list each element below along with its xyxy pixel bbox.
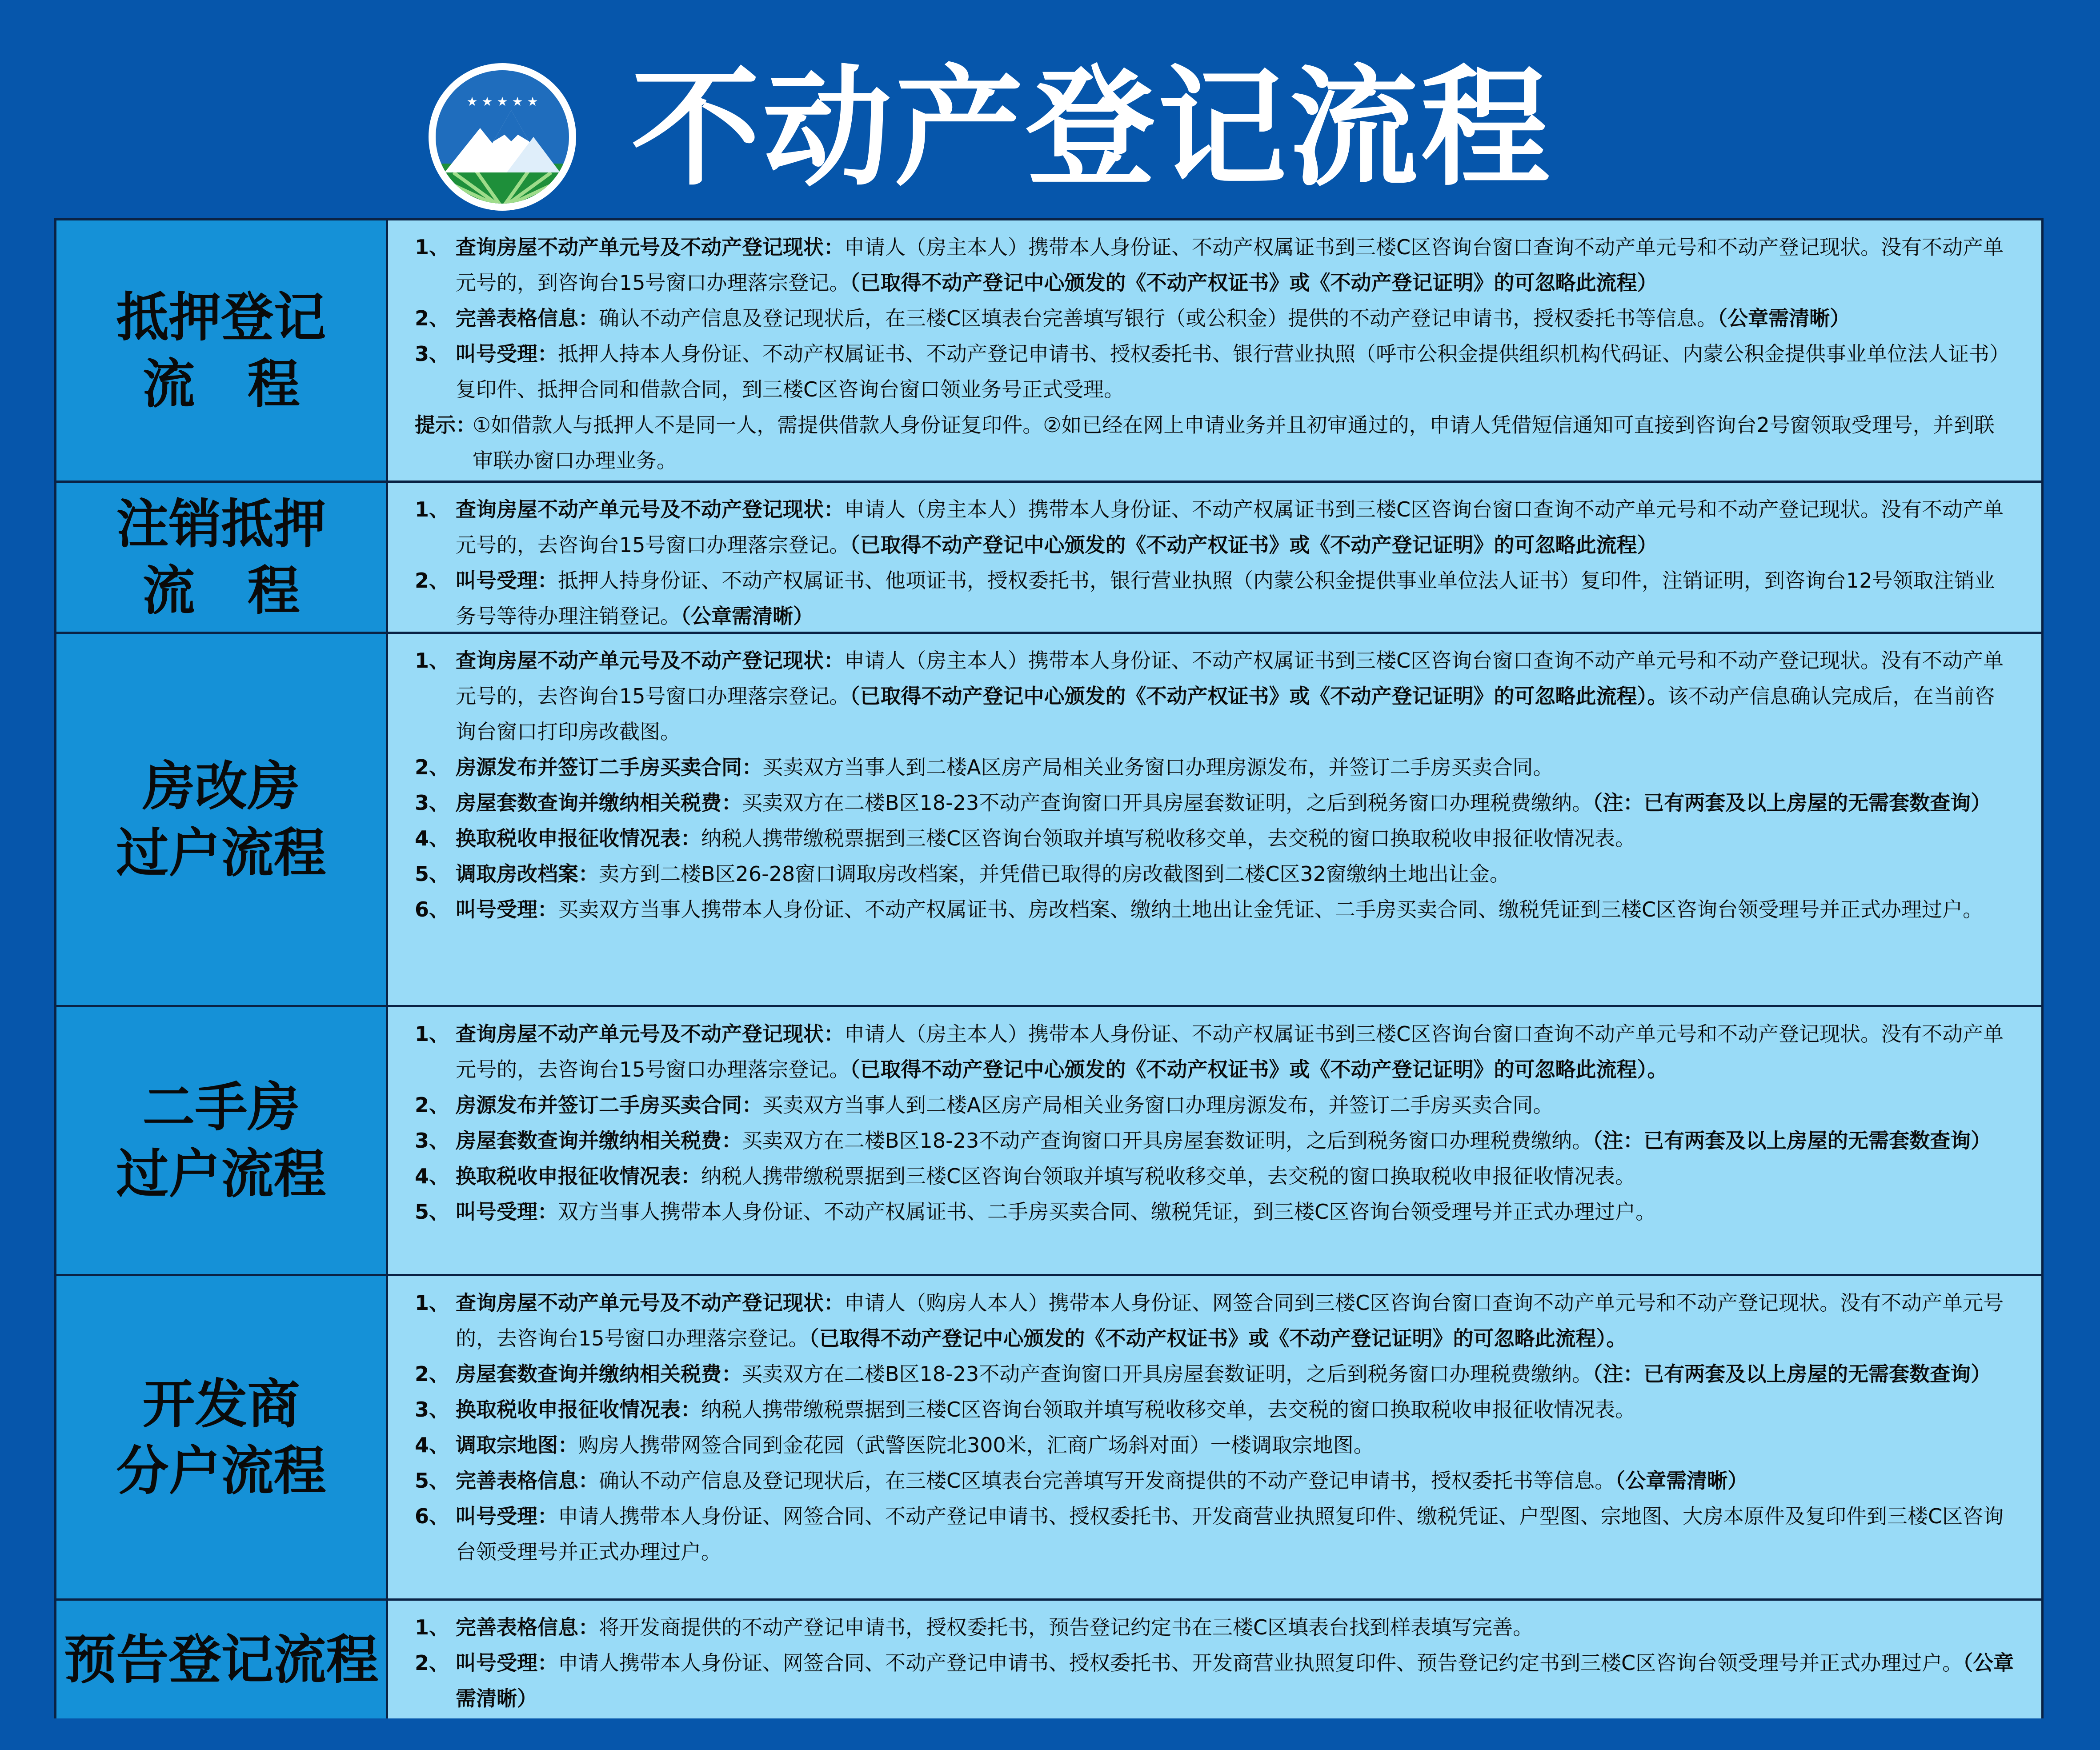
- tip-text: ①如借款人与抵押人不是同一人，需提供借款人身份证复印件。②如已经在网上申请业务并且初审通过的，申请人凭借短信通知可直接到咨询台2号窗领取受理号，并到联审联办窗口办理业务。: [473, 413, 1995, 473]
- step-text: 申请人携带本人身份证、网签合同、不动产登记申请书、授权委托书、开发商营业执照复印件、缴税凭证、户型图、宗地图、大房本原件及复印件到三楼C区咨询台领受理号并正式办理过户。: [456, 1504, 2004, 1564]
- section-title: [56, 1601, 388, 1718]
- step-item: [415, 892, 2015, 927]
- step-item: [415, 1087, 2015, 1123]
- step-number: 6、: [415, 897, 450, 921]
- page-title: 不动产登记流程: [631, 54, 1552, 204]
- step-item: [415, 563, 2015, 632]
- step-number: 5、: [415, 1469, 450, 1493]
- section-housing-reform: [56, 634, 2041, 1005]
- step-note: （公章需清晰）: [1615, 1469, 1748, 1493]
- step-note: （已取得不动产登记中心颁发的《不动产权证书》或《不动产登记证明》的可忽略此流程）。: [850, 1057, 1668, 1081]
- step-text: 纳税人携带缴税票据到三楼C区咨询台领取并填写税收移交单，去交税的窗口换取税收申报征收情况表。: [701, 826, 1636, 850]
- step-text: 确认不动产信息及登记现状后，在三楼C区填表台完善填写银行（或公积金）提供的不动产登记申请书，授权委托书等信息。: [599, 306, 1718, 330]
- step-number: 1、: [415, 1615, 450, 1639]
- step-item: [415, 300, 2015, 336]
- step-note: （公章需清晰）: [1717, 306, 1851, 330]
- section-body: [388, 1601, 2041, 1718]
- section-title-line: 流 程: [142, 560, 300, 621]
- step-heading: 查询房屋不动产单元号及不动产登记现状：: [456, 1022, 844, 1046]
- step-heading: 房屋套数查询并缴纳相关税费：: [456, 1129, 742, 1153]
- step-text: 申请人（房主本人）携带本人身份证、不动产权属证书到三楼C区咨询台窗口查询不动产单元号和不动产登记现状。没有不动产单元号的，去咨询台15号窗口办理落宗登记。: [456, 649, 2004, 708]
- step-text: 买卖双方在二楼B区18-23不动产查询窗口开具房屋套数证明，之后到税务窗口办理税费缴纳。: [742, 1362, 1593, 1386]
- section-second-hand: [56, 1007, 2041, 1274]
- step-text: 申请人携带本人身份证、网签合同、不动产登记申请书、授权委托书、开发商营业执照复印件、预告登记约定书到三楼C区咨询台领受理号并正式办理过户。: [558, 1651, 1963, 1675]
- step-note: （已取得不动产登记中心颁发的《不动产权证书》或《不动产登记证明》的可忽略此流程）: [850, 533, 1658, 557]
- step-number: 5、: [415, 1200, 450, 1224]
- section-mortgage: [56, 220, 2041, 481]
- step-number: 3、: [415, 1129, 450, 1153]
- step-note: （公章需清晰）: [681, 604, 814, 628]
- step-item: [415, 821, 2015, 856]
- section-title-line: 开发商: [142, 1373, 300, 1435]
- step-number: 1、: [415, 1291, 450, 1315]
- step-text: 卖方到二楼B区26-28窗口调取房改档案，并凭借已取得的房改截图到二楼C区32窗缴纳土地出让金。: [599, 862, 1510, 886]
- step-item: [415, 1610, 2015, 1645]
- step-heading: 房屋套数查询并缴纳相关税费：: [456, 791, 742, 815]
- step-heading: 调取房改档案：: [456, 862, 599, 886]
- step-heading: 完善表格信息：: [456, 1469, 599, 1493]
- step-number: 2、: [415, 569, 450, 593]
- step-text-tail: 该不动产信息确认完成后，在当前咨询台窗口打印房改截图。: [456, 684, 1995, 744]
- section-mortgage-cancel: [56, 483, 2041, 632]
- step-item: [415, 785, 2015, 821]
- step-number: 1、: [415, 497, 450, 521]
- step-heading: 查询房屋不动产单元号及不动产登记现状：: [456, 649, 844, 673]
- step-item: [415, 1123, 2015, 1158]
- step-heading: 叫号受理：: [456, 1200, 558, 1224]
- section-developer: [56, 1276, 2041, 1598]
- step-heading: 叫号受理：: [456, 569, 558, 593]
- section-title: [56, 1276, 388, 1598]
- step-item: [415, 749, 2015, 785]
- section-body: [388, 1007, 2041, 1274]
- section-body: [388, 634, 2041, 1005]
- step-item: [415, 1427, 2015, 1463]
- step-number: 6、: [415, 1504, 450, 1528]
- step-heading: 调取宗地图：: [456, 1433, 578, 1457]
- section-body: [388, 483, 2041, 632]
- step-text: 确认不动产信息及登记现状后，在三楼C区填表台完善填写开发商提供的不动产登记申请书，授权委托书等信息。: [599, 1469, 1615, 1493]
- step-heading: 叫号受理：: [456, 897, 558, 921]
- step-text: 买卖双方当事人到二楼A区房产局相关业务窗口办理房源发布，并签订二手房买卖合同。: [762, 755, 1554, 779]
- step-heading: 换取税收申报征收情况表：: [456, 1398, 701, 1422]
- section-body: [388, 1276, 2041, 1598]
- step-note: （注：已有两套及以上房屋的无需套数查询）: [1592, 1129, 1992, 1153]
- step-heading: 换取税收申报征收情况表：: [456, 1164, 701, 1188]
- step-text: 购房人携带网签合同到金花园（武警医院北300米，汇商广场斜对面）一楼调取宗地图。: [578, 1433, 1374, 1457]
- step-heading: 查询房屋不动产单元号及不动产登记现状：: [456, 235, 844, 259]
- step-number: 3、: [415, 342, 450, 366]
- step-text: 申请人（房主本人）携带本人身份证、不动产权属证书到三楼C区咨询台窗口查询不动产单元号和不动产登记现状。没有不动产单元号的，到咨询台15号窗口办理落宗登记。: [456, 235, 2004, 295]
- section-body: [388, 220, 2041, 481]
- step-number: 4、: [415, 826, 450, 850]
- section-title-line: 二手房: [142, 1077, 300, 1138]
- section-title-line: 流 程: [142, 353, 300, 415]
- tip-item: [415, 407, 2015, 478]
- step-number: 1、: [415, 1022, 450, 1046]
- step-item: [415, 492, 2015, 563]
- step-heading: 完善表格信息：: [456, 1615, 599, 1639]
- step-item: [415, 336, 2015, 407]
- step-item: [415, 1158, 2015, 1194]
- step-heading: 房屋套数查询并缴纳相关税费：: [456, 1362, 742, 1386]
- header: [0, 0, 2100, 213]
- step-number: 1、: [415, 649, 450, 673]
- step-text: 纳税人携带缴税票据到三楼C区咨询台领取并填写税收移交单，去交税的窗口换取税收申报征收情况表。: [701, 1164, 1636, 1188]
- section-title: [56, 634, 388, 1005]
- step-heading: 完善表格信息：: [456, 306, 599, 330]
- section-title-line: 注销抵押: [116, 493, 326, 555]
- section-advance-notice: [56, 1601, 2041, 1718]
- step-number: 3、: [415, 1398, 450, 1422]
- step-text: 纳税人携带缴税票据到三楼C区咨询台领取并填写税收移交单，去交税的窗口换取税收申报征收情况表。: [701, 1398, 1636, 1422]
- step-item: [415, 1356, 2015, 1392]
- step-text: 申请人（购房人本人）携带本人身份证、网签合同到三楼C区咨询台窗口查询不动产单元号和不动产登记现状。没有不动产单元号的，去咨询台15号窗口办理落宗登记。: [456, 1291, 2004, 1350]
- step-number: 2、: [415, 755, 450, 779]
- step-text: 申请人（房主本人）携带本人身份证、不动产权属证书到三楼C区咨询台窗口查询不动产单元号和不动产登记现状。没有不动产单元号的，去咨询台15号窗口办理落宗登记。: [456, 497, 2004, 557]
- step-number: 2、: [415, 1651, 450, 1675]
- step-item: [415, 643, 2015, 749]
- step-item: [415, 1645, 2015, 1716]
- step-text: 抵押人持本人身份证、不动产权属证书、不动产登记申请书、授权委托书、银行营业执照（呼市公积金提供组织机构代码证、内蒙公积金提供事业单位法人证书）复印件、抵押合同和借款合同，到三楼C区咨询台窗口领业务号正式受理。: [456, 342, 2010, 401]
- step-number: 5、: [415, 862, 450, 886]
- step-heading: 换取税收申报征收情况表：: [456, 826, 701, 850]
- step-text: 买卖双方当事人到二楼A区房产局相关业务窗口办理房源发布，并签订二手房买卖合同。: [762, 1093, 1554, 1117]
- svg-text:★ ★ ★ ★ ★: ★ ★ ★ ★ ★: [466, 94, 538, 109]
- step-note: （已取得不动产登记中心颁发的《不动产权证书》或《不动产登记证明》的可忽略此流程）。: [809, 1326, 1627, 1350]
- step-number: 4、: [415, 1164, 450, 1188]
- step-item: [415, 856, 2015, 892]
- section-title: [56, 483, 388, 632]
- step-item: [415, 1392, 2015, 1427]
- step-number: 1、: [415, 235, 450, 259]
- section-title-line: 过户流程: [116, 1143, 326, 1205]
- section-title-line: 分户流程: [116, 1440, 326, 1502]
- step-text: 抵押人持身份证、不动产权属证书、他项证书，授权委托书，银行营业执照（内蒙公积金提供事业单位法人证书）复印件，注销证明，到咨询台12号领取注销业务号等待办理注销登记。: [456, 569, 1995, 628]
- section-title-line: 房改房: [142, 755, 300, 817]
- step-heading: 房源发布并签订二手房买卖合同：: [456, 1093, 762, 1117]
- step-heading: 房源发布并签订二手房买卖合同：: [456, 755, 762, 779]
- step-heading: 叫号受理：: [456, 342, 558, 366]
- step-heading: 叫号受理：: [456, 1504, 558, 1528]
- step-text: 将开发商提供的不动产登记申请书，授权委托书，预告登记约定书在三楼C区填表台找到样表填写完善。: [599, 1615, 1534, 1639]
- tip-label: 提示：: [415, 413, 476, 437]
- step-number: 2、: [415, 306, 450, 330]
- step-note: （公章需清晰）: [456, 1651, 2014, 1710]
- step-number: 3、: [415, 791, 450, 815]
- step-heading: 查询房屋不动产单元号及不动产登记现状：: [456, 1291, 844, 1315]
- step-heading: 查询房屋不动产单元号及不动产登记现状：: [456, 497, 844, 521]
- section-title-line: 抵押登记: [116, 286, 326, 348]
- step-text: 买卖双方在二楼B区18-23不动产查询窗口开具房屋套数证明，之后到税务窗口办理税费缴纳。: [742, 1129, 1593, 1153]
- section-title-line: 过户流程: [116, 822, 326, 884]
- step-heading: 叫号受理：: [456, 1651, 558, 1675]
- step-item: [415, 1498, 2015, 1570]
- mountain-emblem-icon: [427, 61, 578, 212]
- section-title: [56, 1007, 388, 1274]
- step-item: [415, 1463, 2015, 1498]
- step-number: 4、: [415, 1433, 450, 1457]
- section-title-line: 预告登记流程: [64, 1629, 379, 1690]
- step-text: 买卖双方当事人携带本人身份证、不动产权属证书、房改档案、缴纳土地出让金凭证、二手房买卖合同、缴税凭证到三楼C区咨询台领受理号并正式办理过户。: [558, 897, 1984, 921]
- step-item: [415, 1016, 2015, 1087]
- section-title: [56, 220, 388, 481]
- step-text: 买卖双方在二楼B区18-23不动产查询窗口开具房屋套数证明，之后到税务窗口办理税费缴纳。: [742, 791, 1593, 815]
- step-note: （已取得不动产登记中心颁发的《不动产权证书》或《不动产登记证明》的可忽略此流程）。: [850, 684, 1668, 708]
- process-table: [54, 218, 2044, 1718]
- step-number: 2、: [415, 1093, 450, 1117]
- step-note: （注：已有两套及以上房屋的无需套数查询）: [1592, 791, 1992, 815]
- step-item: [415, 1194, 2015, 1229]
- step-item: [415, 229, 2015, 300]
- step-item: [415, 1285, 2015, 1356]
- step-note: （已取得不动产登记中心颁发的《不动产权证书》或《不动产登记证明》的可忽略此流程）: [850, 271, 1658, 295]
- step-text: 申请人（房主本人）携带本人身份证、不动产权属证书到三楼C区咨询台窗口查询不动产单元号和不动产登记现状。没有不动产单元号的，去咨询台15号窗口办理落宗登记。: [456, 1022, 2004, 1081]
- step-note: （注：已有两套及以上房屋的无需套数查询）: [1592, 1362, 1992, 1386]
- step-number: 2、: [415, 1362, 450, 1386]
- step-text: 双方当事人携带本人身份证、不动产权属证书、二手房买卖合同、缴税凭证，到三楼C区咨询台领受理号并正式办理过户。: [558, 1200, 1656, 1224]
